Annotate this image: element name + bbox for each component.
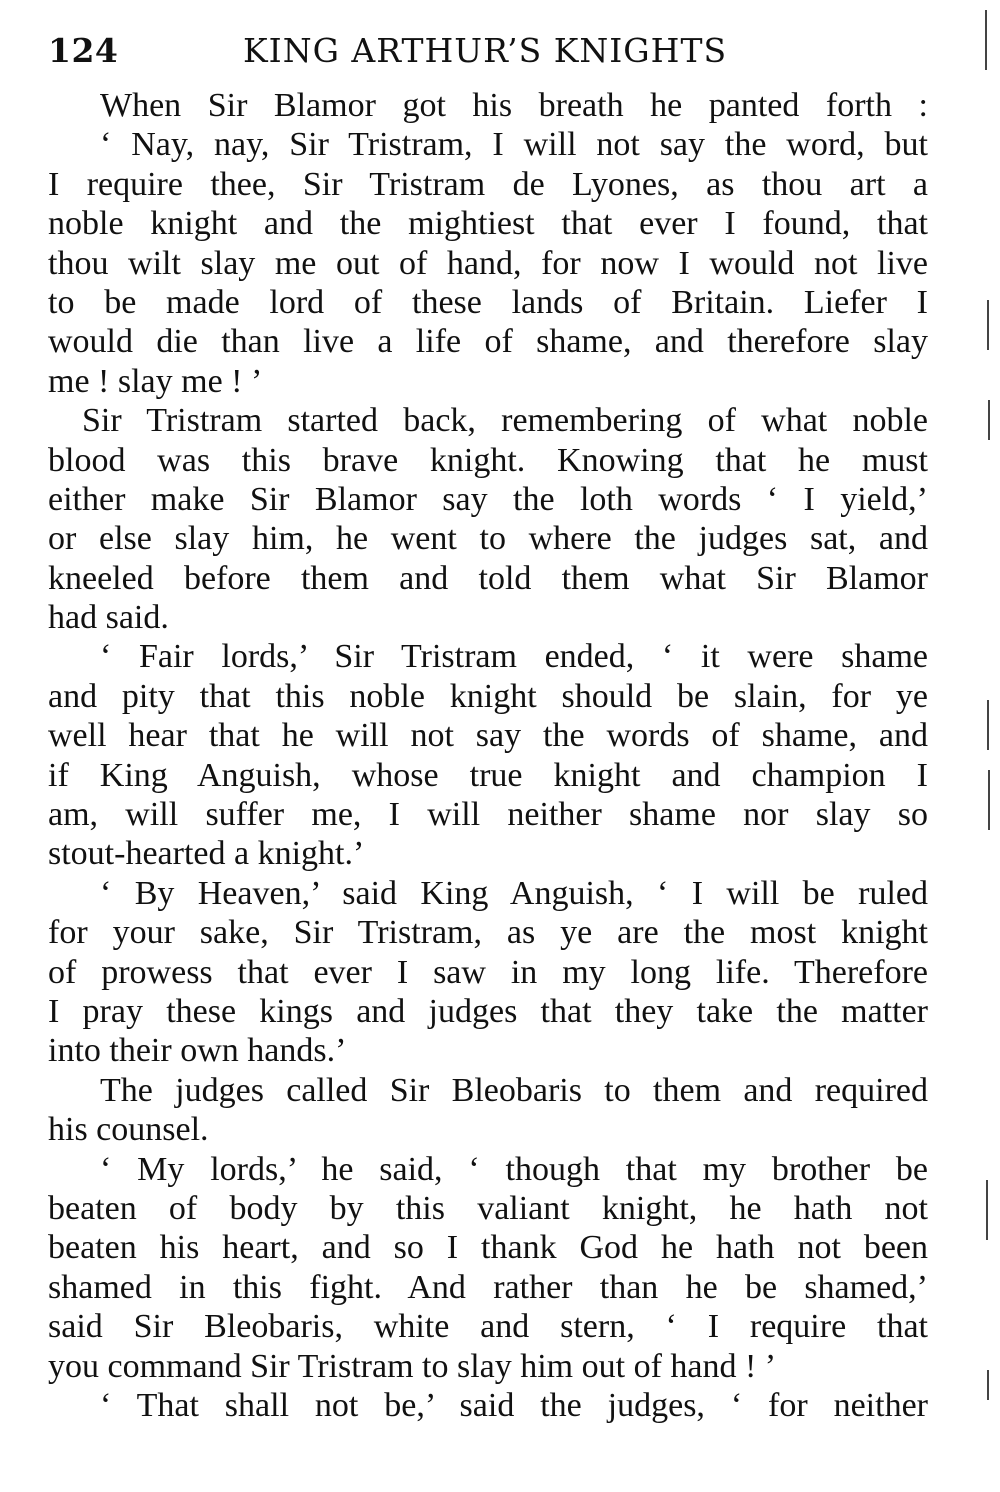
text-line: would die than live a life of shame, and therefore slay — [48, 323, 928, 361]
text-line: kneeled before them and told them what Sir Blamor — [48, 559, 928, 597]
scan-edge-mark — [988, 400, 990, 440]
text-line: ‘ Nay, nay, Sir Tristram, I will not say the word, but — [100, 126, 928, 164]
text-line: his counsel. — [48, 1111, 209, 1149]
text-line: beaten his heart, and so I thank God he hath not been — [48, 1229, 928, 1267]
text-line: ‘ Fair lords,’ Sir Tristram ended, ‘ it were shame — [100, 638, 928, 676]
text-line: am, will suffer me, I will neither shame nor slay so — [48, 796, 928, 834]
text-line: noble knight and the mightiest that ever I found, that — [48, 205, 928, 243]
scan-edge-mark — [988, 770, 990, 830]
body-text — [48, 86, 928, 1425]
text-line: Sir Tristram started back, remembering of what noble — [82, 402, 928, 440]
running-title: KING ARTHUR’S KNIGHTS — [243, 31, 728, 70]
text-line: ‘ My lords,’ he said, ‘ though that my brother be — [100, 1150, 928, 1188]
text-line: if King Anguish, whose true knight and champion I — [48, 756, 928, 794]
text-line: of prowess that ever I saw in my long life. Therefore — [48, 953, 928, 991]
text-line: either make Sir Blamor say the loth words ‘ I yield,’ — [48, 480, 928, 518]
text-line: into their own hands.’ — [48, 1032, 347, 1070]
text-line: I require thee, Sir Tristram de Lyones, as thou art a — [48, 165, 928, 203]
scan-edge-mark — [986, 1180, 988, 1240]
text-line: thou wilt slay me out of hand, for now I would not live — [48, 244, 928, 282]
text-line: and pity that this noble knight should be slain, for ye — [48, 677, 928, 715]
text-line: you command Sir Tristram to slay him out of hand ! ’ — [48, 1347, 777, 1385]
text-line: to be made lord of these lands of Britain. Liefer I — [48, 283, 928, 321]
page-header — [48, 26, 928, 76]
text-line: When Sir Blamor got his breath he panted forth : — [100, 87, 928, 124]
text-line: me ! slay me ! ’ — [48, 362, 263, 400]
text-line: stout-hearted a knight.’ — [48, 835, 365, 873]
text-line: The judges called Sir Bleobaris to them and required — [100, 1071, 928, 1109]
scan-edge-mark — [985, 10, 987, 70]
scan-edge-mark — [987, 300, 989, 350]
text-line: shamed in this fight. And rather than he be shamed,’ — [48, 1268, 928, 1306]
text-line: ‘ By Heaven,’ said King Anguish, ‘ I will be ruled — [100, 874, 928, 912]
text-line: blood was this brave knight. Knowing that he must — [48, 441, 928, 479]
text-line: beaten of body by this valiant knight, he hath not — [48, 1189, 928, 1227]
text-line: had said. — [48, 599, 169, 637]
scan-edge-mark — [987, 1370, 989, 1400]
text-line: ‘ That shall not be,’ said the judges, ‘ for neither — [100, 1386, 928, 1424]
text-line: I pray these kings and judges that they take the matter — [48, 992, 928, 1030]
page-number: 124 — [48, 31, 119, 70]
text-line: said Sir Bleobaris, white and stern, ‘ I require that — [48, 1308, 928, 1346]
text-line: well hear that he will not say the words of shame, and — [48, 717, 928, 755]
text-line: or else slay him, he went to where the judges sat, and — [48, 520, 928, 558]
scan-edge-mark — [987, 700, 989, 750]
text-line: for your sake, Sir Tristram, as ye are the most knight — [48, 914, 928, 952]
